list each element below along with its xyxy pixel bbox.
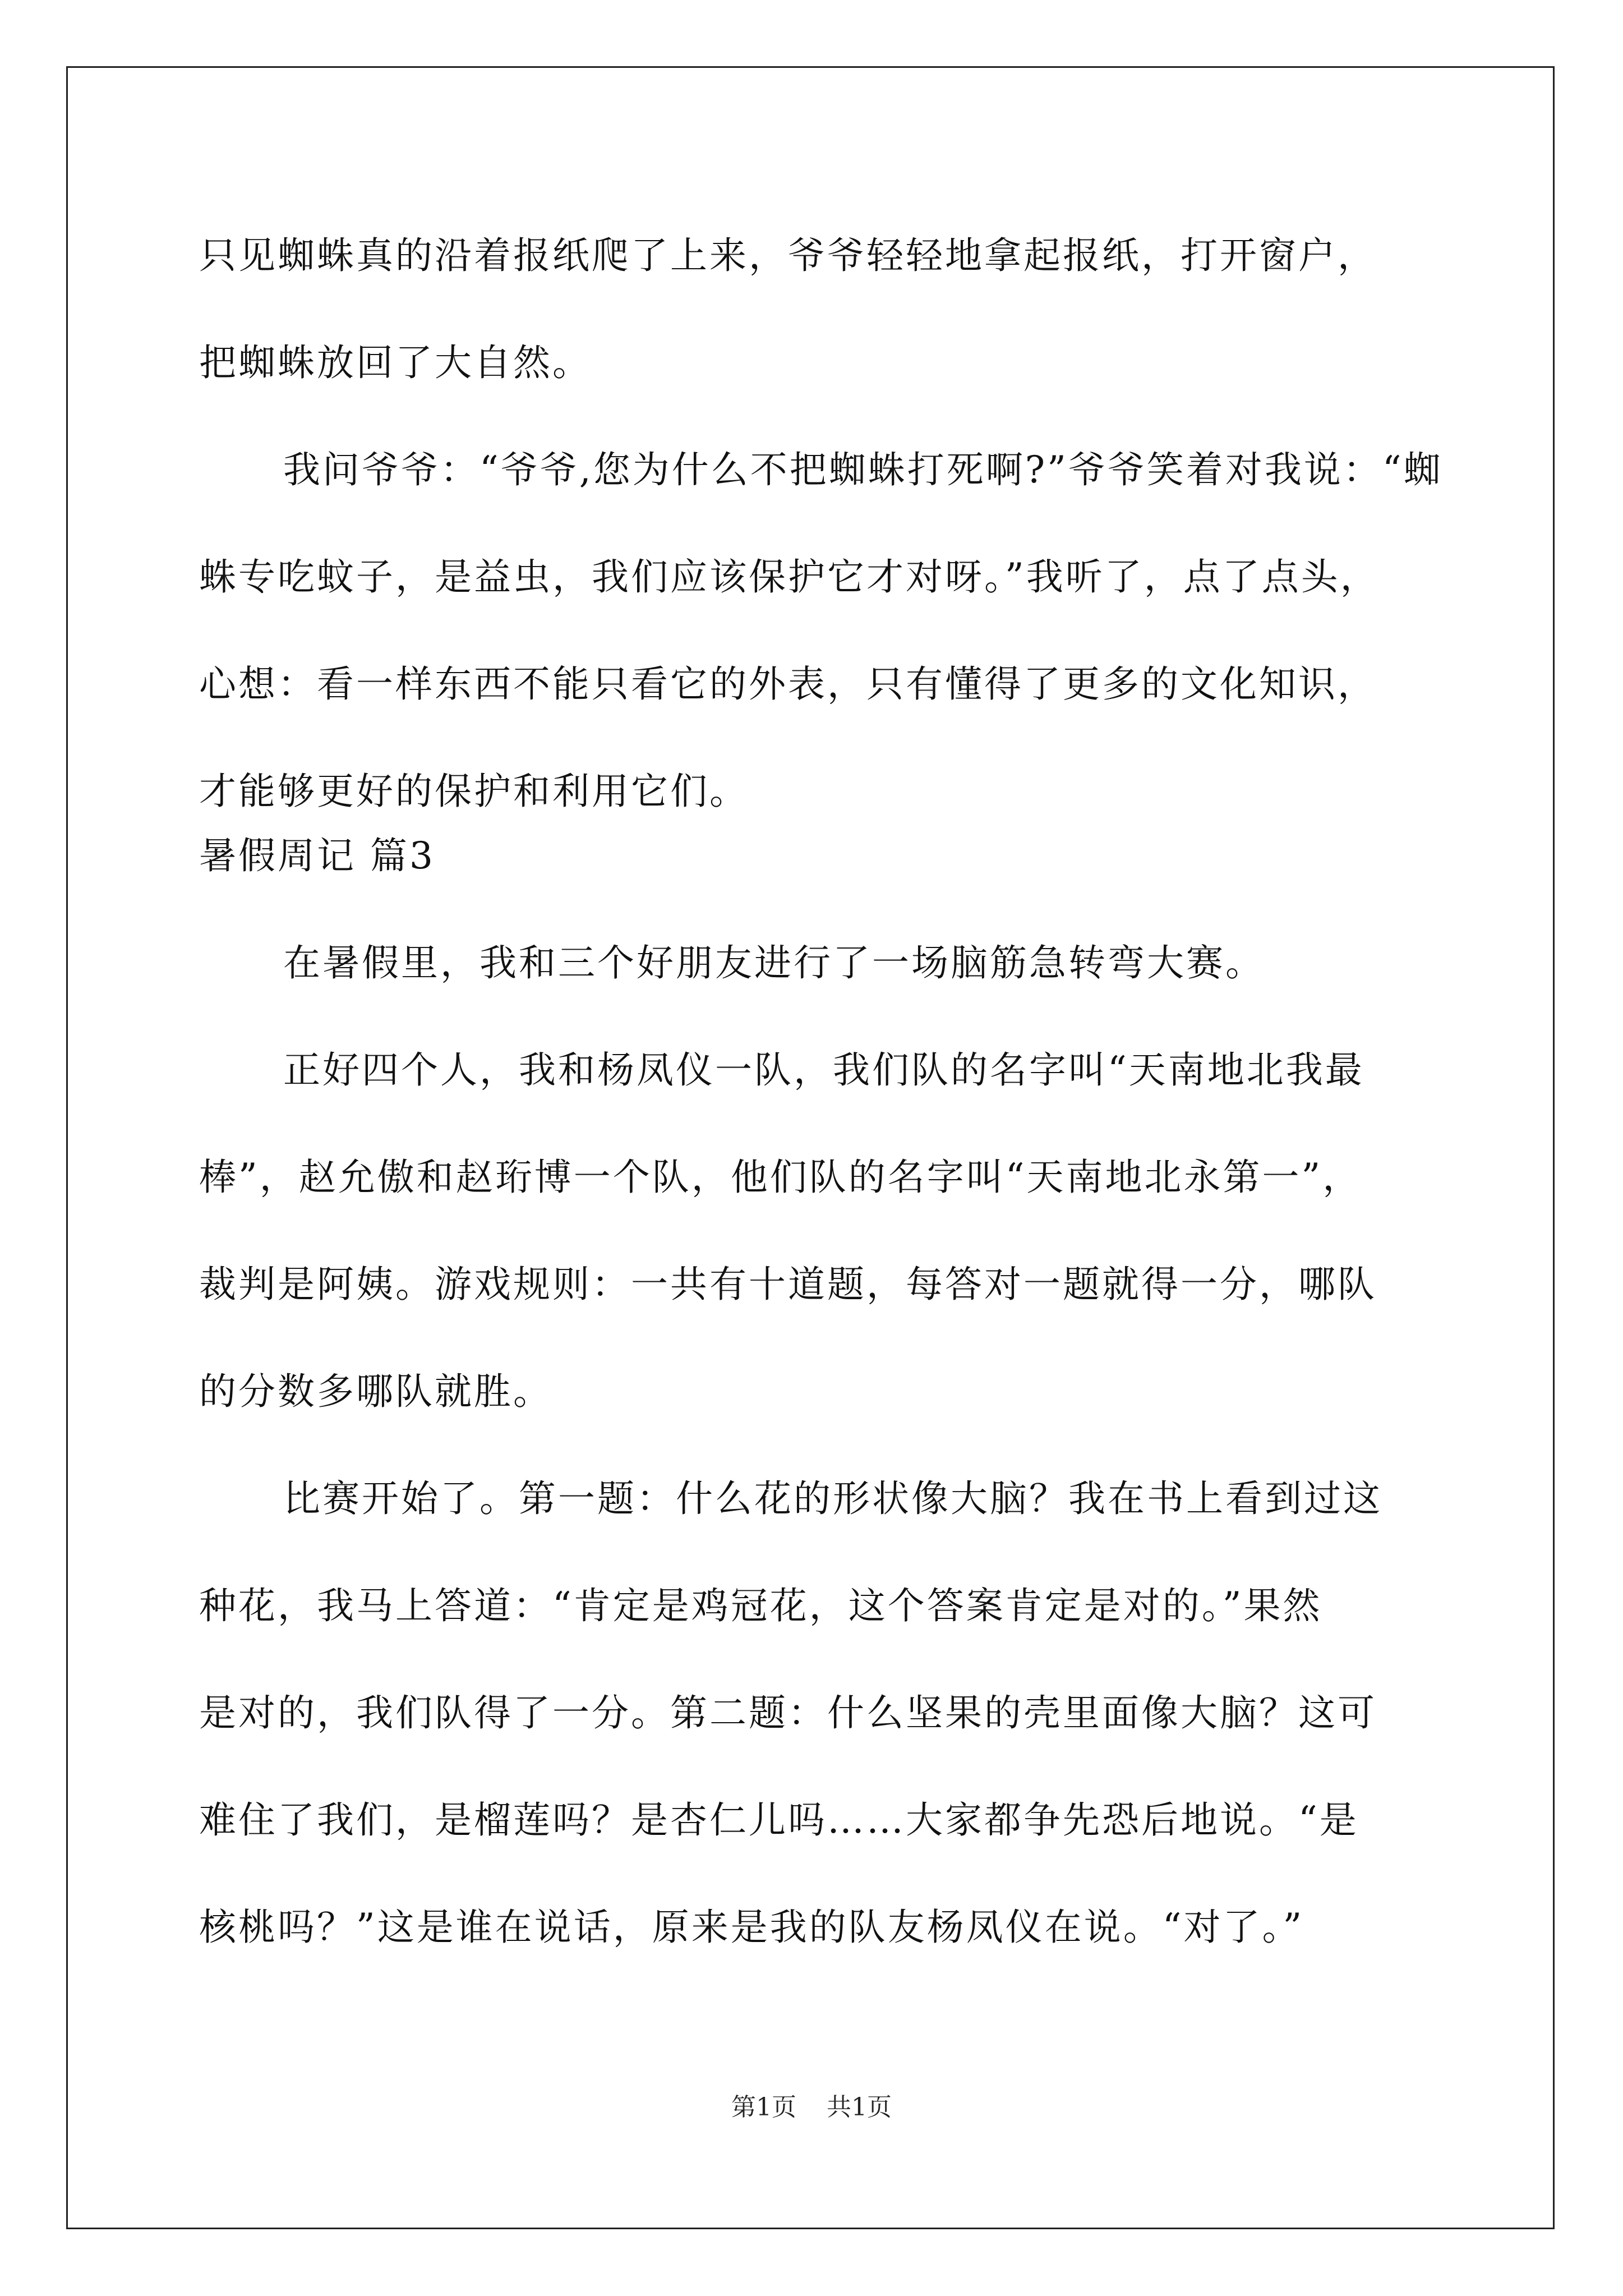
text-line: 只见蜘蛛真的沿着报纸爬了上来，爷爷轻轻地拿起报纸，打开窗户， bbox=[199, 234, 1377, 277]
text-line: 蛛专吃蚊子，是益虫，我们应该保护它才对呀。”我听了，点了点头， bbox=[199, 555, 1380, 599]
text-line: 种花，我马上答道：“肯定是鸡冠花，这个答案肯定是对的。”果然 bbox=[199, 1584, 1322, 1627]
page-total: 共1页 bbox=[827, 2093, 892, 2122]
paragraph-start: 比赛开始了。第一题：什么花的形状像大脑？我在书上看到过这 bbox=[283, 1477, 1382, 1520]
text-line: 把蜘蛛放回了大自然。 bbox=[199, 341, 592, 384]
paragraph-start: 正好四个人，我和杨凤仪一队，我们队的名字叫“天南地北我最 bbox=[283, 1048, 1364, 1092]
section-2 bbox=[199, 909, 1467, 1981]
text-line: 的分数多哪队就胜。 bbox=[199, 1370, 552, 1413]
section-heading: 暑假周记 篇3 bbox=[199, 834, 435, 877]
text-line: 是对的，我们队得了一分。第二题：什么坚果的壳里面像大脑？这可 bbox=[199, 1691, 1377, 1734]
text-line: 核桃吗？”这是谁在说话，原来是我的队友杨凤仪在说。“对了。” bbox=[199, 1906, 1304, 1949]
text-line: 棒”，赵允傲和赵珩博一个队，他们队的名字叫“天南地北永第一”， bbox=[199, 1156, 1362, 1199]
paragraph-start: 在暑假里，我和三个好朋友进行了一场脑筋急转弯大赛。 bbox=[283, 941, 1265, 984]
section-1 bbox=[199, 202, 1467, 845]
text-line: 难住了我们，是榴莲吗？是杏仁儿吗……大家都争先恐后地说。“是 bbox=[199, 1798, 1359, 1842]
paragraph-start: 我问爷爷：“爷爷,您为什么不把蜘蛛打死啊?”爷爷笑着对我说：“蜘 bbox=[283, 448, 1443, 491]
page-number: 第1页 bbox=[731, 2093, 796, 2122]
text-line: 才能够更好的保护和利用它们。 bbox=[199, 770, 749, 813]
text-line: 裁判是阿姨。游戏规则：一共有十道题，每答对一题就得一分，哪队 bbox=[199, 1263, 1377, 1306]
page-footer bbox=[0, 2087, 1623, 2123]
text-line: 心想：看一样东西不能只看它的外表，只有懂得了更多的文化知识， bbox=[199, 662, 1377, 706]
